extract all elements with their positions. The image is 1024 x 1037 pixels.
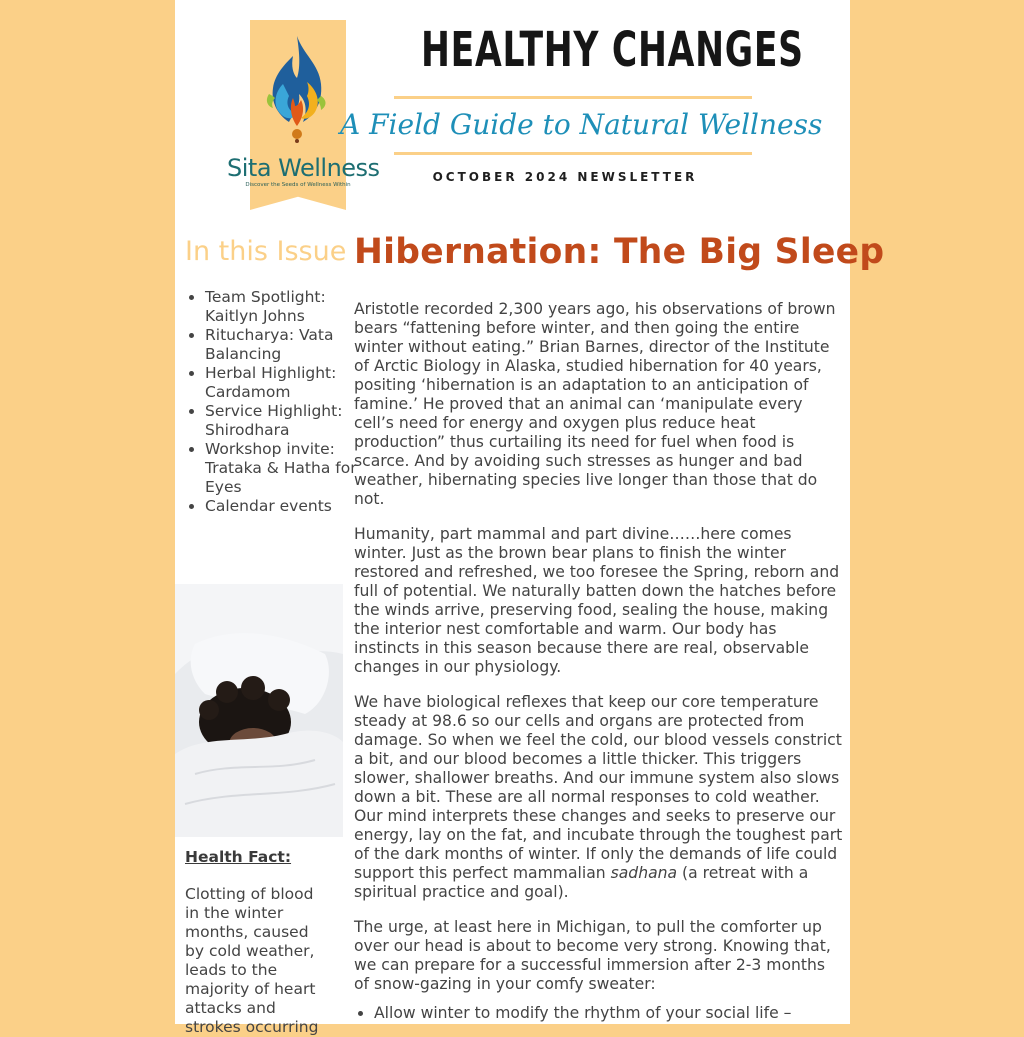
sadhana-term: sadhana [610,864,678,882]
title-rule-bottom [394,152,752,155]
sleeping-person-photo [175,584,343,837]
article-paragraph: Humanity, part mammal and part divine……here comes winter. Just as the brown bear plans to finish the winter restored and refreshed, we too foresee the Spring, reborn and full of potential. We naturally batten down the hatches before the winds arrive, preserving food, sealing the house, making the interior nest comfortable and warm. Our body has instincts in this season because there are real, observable changes in our physiology. [354,525,840,676]
issue-item[interactable]: • Calendar events [205,497,365,516]
issue-item[interactable]: • Herbal Highlight: Cardamom [205,364,365,402]
issue-item[interactable]: • Team Spotlight: Kaitlyn Johns [205,288,365,326]
paragraph-text: (a retreat with a spiritual practice and goal). [354,864,809,901]
article-headline: Hibernation: The Big Sleep [354,232,885,272]
article [354,232,885,1022]
article-paragraph: Aristotle recorded 2,300 years ago, his observations of brown bears “fattening before winter, and then going the entire winter without eating.” Brian Barnes, director of the Institute of Arctic Biology in Alaska, studied hibernation for 40 years, positing ‘hibernation is an adaptation to an anticipation of famine.’ He proved that an animal can ‘manipulate every cell’s need for energy and oxygen plus reduce heat production” thus curtailing its need for fuel when food is scarce. And by avoiding such stresses as hunger and bad weather, hibernating species live longer than those that do not. [354,300,836,508]
article-paragraph [354,693,844,902]
paragraph-text: We have biological reflexes that keep our core temperature steady at 98.6 so our cells and organs are protected from damage. So when we feel the cold, our blood vessels constrict a bit, and our blood becomes a little thicker. This triggers slower, shallower breaths. And our immune system also slows down a bit. These are all normal responses to cold weather. Our mind interprets these changes and seeks to preserve our energy, lay on the fat, and incubate through the toughest part of the dark months of winter. If only the demands of life could support this perfect mammalian [354,693,843,882]
newsletter-date: OCTOBER 2024 NEWSLETTER [432,170,698,184]
issue-list [185,288,365,516]
newsletter-subtitle: A Field Guide to Natural Wellness [340,108,823,141]
health-fact-text: Clotting of blood in the winter months, caused by cold weather, leads to the majority of heart attacks and strokes occurring [185,885,319,1036]
newsletter-title: HEALTHY CHANGES [421,22,804,78]
logo-name: Sita Wellness [227,154,380,182]
health-fact-label: Health Fact: [185,848,292,866]
title-rule-top [394,96,752,99]
newsletter-page [175,0,885,1036]
sidebar-heading: In this Issue [185,236,347,267]
tip-item: • Allow winter to modify the rhythm of your social life – [374,1004,864,1023]
article-paragraph: The urge, at least here in Michigan, to pull the comforter up over our head is about to become very strong. Knowing that, we can prepare for a successful immersion after 2-3 months of snow-gazing in your comfy sweater: [354,918,831,993]
issue-item[interactable]: • Ritucharya: Vata Balancing [205,326,365,364]
issue-item[interactable]: • Service Highlight: Shirodhara [205,402,365,440]
flame-logo-icon [263,34,331,144]
logo-tagline: Discover the Seeds of Wellness Within [245,182,351,188]
issue-item[interactable]: • Workshop invite: Trataka & Hatha for Eyes [205,440,365,497]
tips-list [354,1004,864,1023]
